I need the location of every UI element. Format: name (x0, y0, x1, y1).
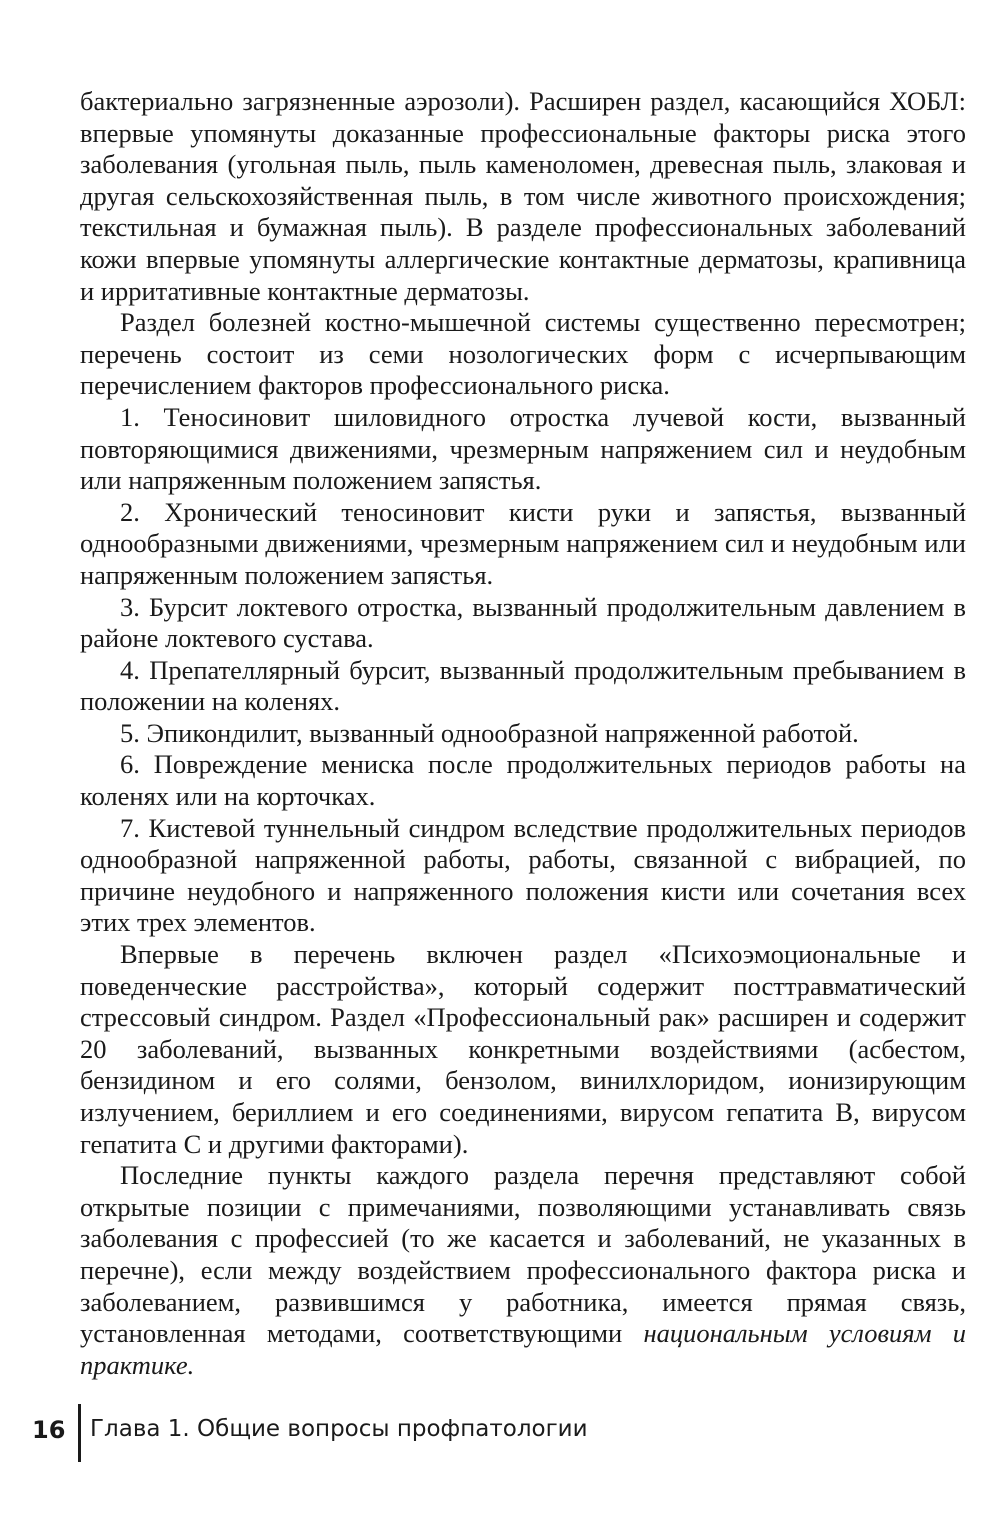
page-number: 16 (32, 1416, 66, 1444)
list-item-7: 7. Кистевой туннельный синдром вследствие продолжительных периодов однообразной напряженной работы, работы, связанной с вибрацией, по причине неудобного и напряженного положения кисти или сочетания всех этих трех элементов. (80, 812, 966, 938)
list-item-2: 2. Хронический теносиновит кисти руки и запястья, вызванный однообразными движениями, чрезмерным напряжением сил и неудобным или напряженным положением запястья. (80, 496, 966, 590)
list-item-5: 5. Эпикондилит, вызванный однообразной напряженной работой. (120, 717, 859, 748)
running-chapter-title: Глава 1. Общие вопросы профпатологии (90, 1416, 588, 1442)
paragraph-new-sections: Впервые в перечень включен раздел «Психоэмоциональные и поведенческие расстройства», который содержит посттравматический стрессовый синдром. Раздел «Профессиональный рак» расширен и содержит 20 заболеваний, вызванных конкретными воздействиями (асбестом, бензидином и его солями, бензолом, винилхлоридом, ионизирующим излучением, бериллием и его соединениями, вирусом гепатита B, вирусом гепатита C и другими факторами). (80, 939, 966, 1159)
list-item-6: 6. Повреждение мениска после продолжительных периодов работы на коленях или на корточках. (80, 749, 966, 812)
paragraph-continuation: бактериально загрязненные аэрозоли). Расширен раздел, касающийся ХОБЛ: впервые упомянуты доказанные профессиональные факторы риска этого заболевания (угольная пыль, пыль каменоломен, древесная пыль, злаковая и другая сельскохозяйственная пыль, в том числе животного происхождения; текстильная и бумажная пыль). В разделе профессиональных заболеваний кожи впервые упомянуты аллергические контактные дерматозы, крапивница и ирритативные контактные дерматозы. (80, 86, 966, 306)
paragraph-open-positions-text: Последние пункты каждого раздела перечня представляют собой открытые позиции с примечаниями, позволяющими устанавливать связь заболевания с профессией (то же касается и заболеваний, не указанных в перечне), если между воздействием профессионального фактора риска и заболеванием, развившимся у работника, имеется прямая связь, установленная методами, соответствующими (80, 1160, 966, 1349)
list-item-4: 4. Препателлярный бурсит, вызванный продолжительным пребыванием в положении на коленях. (80, 654, 966, 717)
paragraph-musculoskeletal-intro: Раздел болезней костно-мышечной системы существенно пересмотрен; перечень состоит из семи нозологических форм с исчерпывающим перечислением факторов профессионального риска. (80, 307, 966, 401)
list-item-3: 3. Бурсит локтевого отростка, вызванный продолжительным давлением в районе локтевого сустава. (80, 591, 966, 654)
paragraph-open-positions (80, 1160, 966, 1381)
footer-divider (78, 1404, 81, 1462)
list-item-1: 1. Теносиновит шиловидного отростка лучевой кости, вызванный повторяющимися движениями, чрезмерным напряжением сил и неудобным или напряженным положением запястья. (80, 401, 966, 496)
paragraph-open-positions-italic: национальным условиям и практике. (80, 1318, 966, 1380)
page-body (80, 86, 966, 1381)
